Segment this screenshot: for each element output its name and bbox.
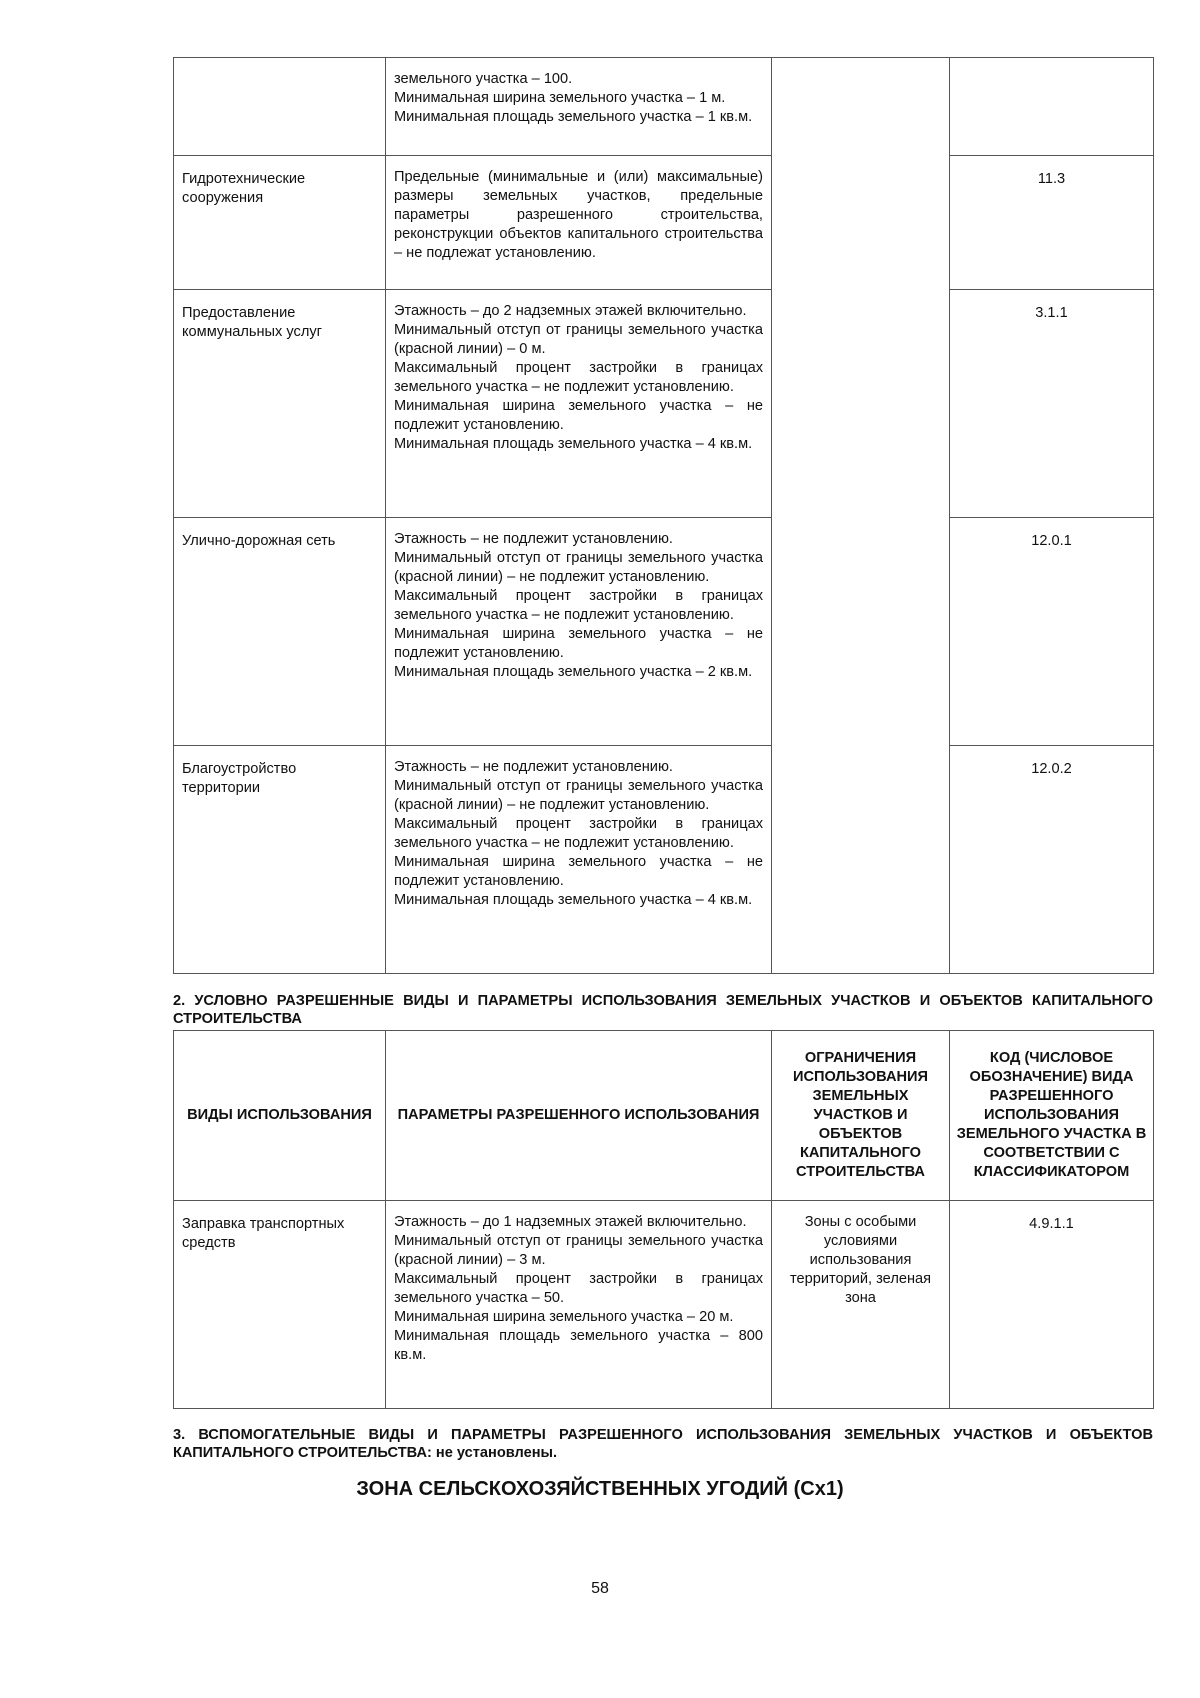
param-line: Этажность – не подлежит установлению. (394, 531, 673, 547)
use-name-cell (174, 58, 386, 156)
table-row (174, 156, 1154, 290)
param-line: Минимальная ширина земельного участка – не подлежит установлению. (394, 626, 763, 661)
params-cell (386, 1201, 772, 1409)
code-cell: 12.0.1 (950, 518, 1154, 746)
page-number: 58 (591, 1580, 609, 1597)
param-line: Максимальный процент застройки в границах земельного участка – 50. (394, 1271, 763, 1306)
param-line: Минимальная ширина земельного участка – не подлежит установлению. (394, 854, 763, 889)
param-line: Минимальный отступ от границы земельного участка (красной линии) – 0 м. (394, 322, 763, 357)
param-line: Этажность – до 2 надземных этажей включительно. (394, 303, 747, 319)
section-3-status: не установлены. (431, 1445, 558, 1461)
column-header-restrictions: ОГРАНИЧЕНИЯ ИСПОЛЬЗОВАНИЯ ЗЕМЕЛЬНЫХ УЧАСТКОВ И ОБЪЕКТОВ КАПИТАЛЬНОГО СТРОИТЕЛЬСТВА (772, 1031, 950, 1201)
param-line: Минимальный отступ от границы земельного участка (красной линии) – не подлежит установлению. (394, 778, 763, 813)
column-header-params: ПАРАМЕТРЫ РАЗРЕШЕННОГО ИСПОЛЬЗОВАНИЯ (386, 1031, 772, 1201)
code-cell: 12.0.2 (950, 746, 1154, 974)
column-header-uses: ВИДЫ ИСПОЛЬЗОВАНИЯ (174, 1031, 386, 1201)
param-line: Минимальная ширина земельного участка – не подлежит установлению. (394, 398, 763, 433)
permitted-uses-table (173, 57, 1154, 974)
table-row (174, 290, 1154, 518)
param-line: Минимальная площадь земельного участка – 4 кв.м. (394, 436, 753, 452)
params-cell (386, 156, 772, 290)
param-line: земельного участка – 100. (394, 71, 573, 87)
param-line: Максимальный процент застройки в границах земельного участка – не подлежит установлению. (394, 588, 763, 623)
code-cell: 3.1.1 (950, 290, 1154, 518)
zone-title: ЗОНА СЕЛЬСКОХОЗЯЙСТВЕННЫХ УГОДИЙ (Сх1) (356, 1478, 844, 1500)
code-cell: 11.3 (950, 156, 1154, 290)
param-line: Минимальная площадь земельного участка – 2 кв.м. (394, 664, 753, 680)
params-cell (386, 58, 772, 156)
column-header-code: КОД (ЧИСЛОВОЕ ОБОЗНАЧЕНИЕ) ВИДА РАЗРЕШЕННОГО ИСПОЛЬЗОВАНИЯ ЗЕМЕЛЬНОГО УЧАСТКА В СООТВЕТСТВИИ С КЛАССИФИКАТОРОМ (950, 1031, 1154, 1201)
table-row (174, 746, 1154, 974)
use-name-cell: Предоставление коммунальных услуг (174, 290, 386, 518)
param-line: Минимальная ширина земельного участка – 20 м. (394, 1309, 734, 1325)
params-cell (386, 746, 772, 974)
use-name-cell: Благоустройство территории (174, 746, 386, 974)
param-line: Минимальная площадь земельного участка – 800 кв.м. (394, 1328, 763, 1363)
use-name-cell: Гидротехнические сооружения (174, 156, 386, 290)
use-name-cell: Заправка транспортных средств (174, 1201, 386, 1409)
section-3-title: 3. ВСПОМОГАТЕЛЬНЫЕ ВИДЫ И ПАРАМЕТРЫ РАЗРЕШЕННОГО ИСПОЛЬЗОВАНИЯ ЗЕМЕЛЬНЫХ УЧАСТКОВ И ОБЪЕКТОВ КАПИТАЛЬНОГО СТРОИТЕЛЬСТВА: (173, 1427, 1153, 1461)
param-line: Максимальный процент застройки в границах земельного участка – не подлежит установлению. (394, 816, 763, 851)
section-3-heading (173, 1426, 1153, 1462)
table-row (174, 58, 1154, 156)
code-cell: 4.9.1.1 (950, 1201, 1154, 1409)
param-line: Этажность – до 1 надземных этажей включительно. (394, 1214, 747, 1230)
param-line: Минимальная площадь земельного участка – 4 кв.м. (394, 892, 753, 908)
params-cell (386, 518, 772, 746)
param-line: Минимальный отступ от границы земельного участка (красной линии) – не подлежит установлению. (394, 550, 763, 585)
restrictions-cell: Зоны с особыми условиями использования территорий, зеленая зона (772, 1201, 950, 1409)
use-name-cell: Улично-дорожная сеть (174, 518, 386, 746)
param-line: Максимальный процент застройки в границах земельного участка – не подлежит установлению. (394, 360, 763, 395)
conditional-uses-table (173, 1030, 1154, 1409)
table-row (174, 518, 1154, 746)
param-line: Минимальная ширина земельного участка – 1 м. (394, 90, 726, 106)
table-row (174, 1201, 1154, 1409)
params-cell (386, 290, 772, 518)
restrictions-cell (772, 58, 950, 974)
param-line: Минимальная площадь земельного участка – 1 кв.м. (394, 109, 753, 125)
param-line: Предельные (минимальные и (или) максимальные) размеры земельных участков, предельные параметры разрешенного строительства, реконструкции объектов капитального строительства – не подлежат установлению. (394, 169, 763, 261)
section-2-heading: 2. УСЛОВНО РАЗРЕШЕННЫЕ ВИДЫ И ПАРАМЕТРЫ ИСПОЛЬЗОВАНИЯ ЗЕМЕЛЬНЫХ УЧАСТКОВ И ОБЪЕКТОВ КАПИТАЛЬНОГО СТРОИТЕЛЬСТВА (173, 993, 1153, 1027)
param-line: Этажность – не подлежит установлению. (394, 759, 673, 775)
code-cell (950, 58, 1154, 156)
param-line: Минимальный отступ от границы земельного участка (красной линии) – 3 м. (394, 1233, 763, 1268)
table-header-row (174, 1031, 1154, 1201)
